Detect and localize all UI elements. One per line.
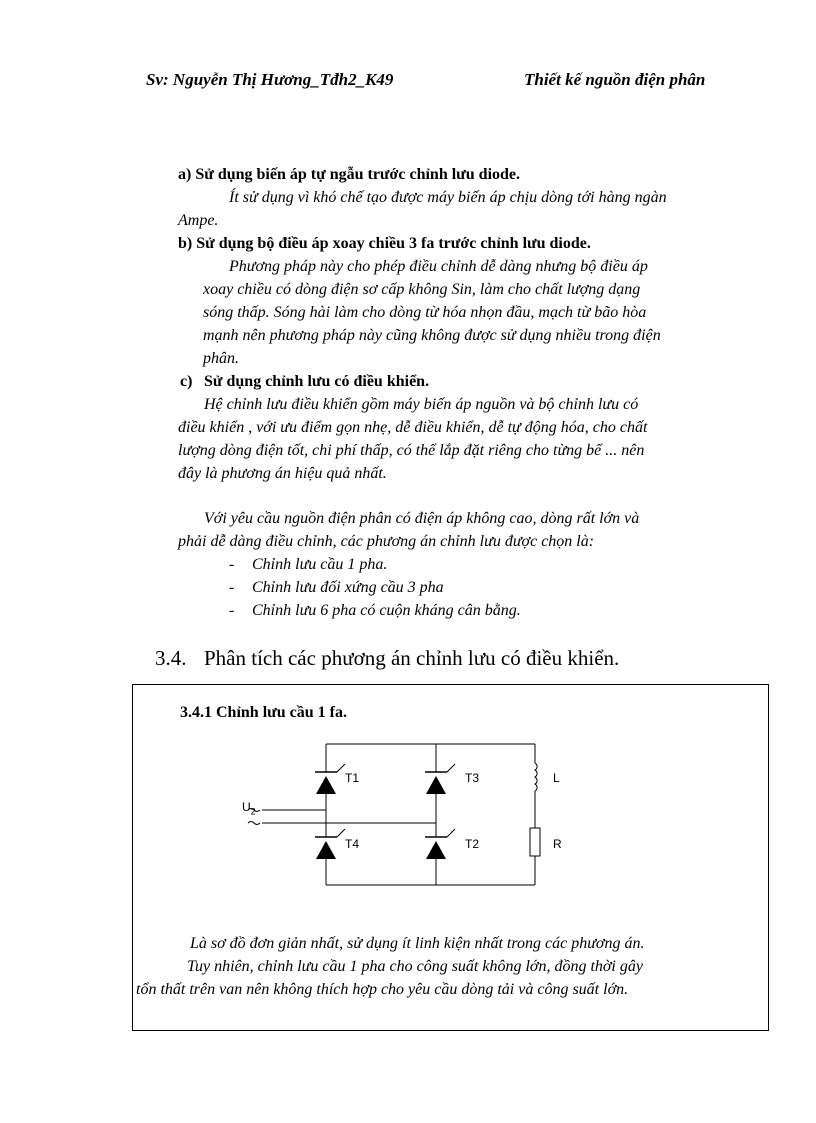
label-resistor: R [553, 837, 562, 851]
description-line: Tuy nhiên, chỉnh lưu cầu 1 pha cho công suất không lớn, đồng thời gây [187, 958, 643, 975]
item-b-line: phân. [203, 350, 239, 367]
header-author: Sv: Nguyễn Thị Hương_Tđh2_K49 [146, 70, 394, 89]
section-number: 3.4. [155, 646, 187, 670]
item-b-title: b) Sử dụng bộ điều áp xoay chiều 3 fa trước chỉnh lưu diode. [178, 235, 591, 252]
bullet-item: Chỉnh lưu đối xứng cầu 3 pha [252, 579, 444, 596]
label-t2: T2 [465, 837, 480, 851]
label-inductor: L [553, 771, 560, 785]
bullet-item: Chỉnh lưu cầu 1 pha. [252, 556, 388, 573]
item-b-line: Phương pháp này cho phép điều chỉnh dễ dàng nhưng bộ điều áp [229, 258, 648, 275]
label-t1: T1 [345, 771, 360, 785]
description-line: Là sơ đồ đơn giản nhất, sử dụng ít linh kiện nhất trong các phương án. [190, 935, 645, 952]
resistor-icon [530, 828, 540, 856]
item-c-label: c) [180, 373, 193, 390]
bullet-item: Chỉnh lưu 6 pha có cuộn kháng cân bằng. [252, 602, 521, 619]
item-b-line: mạnh nên phương pháp này cũng không được sử dụng nhiều trong điện [203, 327, 661, 344]
description-line: tổn thất trên van nên không thích hợp cho yêu cầu dòng tải và công suất lớn. [136, 981, 629, 998]
item-c-line: Hệ chỉnh lưu điều khiển gồm máy biến áp nguồn và bộ chỉnh lưu có [204, 396, 639, 413]
section-title: Phân tích các phương án chỉnh lưu có điều khiển. [204, 646, 620, 670]
thyristor-t2-icon [425, 829, 455, 859]
header-title: Thiết kế nguồn điện phân [524, 70, 706, 89]
item-c-line: điều khiển , với ưu điểm gọn nhẹ, dễ điều khiển, dễ tự động hóa, cho chất [178, 419, 648, 436]
thyristor-t4-icon [315, 829, 345, 859]
conclusion-line: Với yêu cầu nguồn điện phân có điện áp không cao, dòng rất lớn và [204, 510, 640, 527]
label-t4: T4 [345, 837, 360, 851]
item-c-line: đây là phương án hiệu quả nhất. [178, 465, 387, 482]
item-a-line: Ít sử dụng vì khó chế tạo được máy biến áp chịu dòng tới hàng ngàn [229, 189, 667, 206]
item-c-line: lượng dòng điện tốt, chi phí thấp, có thể lắp đặt riêng cho từng bể ... nên [178, 442, 645, 459]
source-label: $U_2$ [242, 800, 256, 817]
item-b-line: sóng thấp. Sóng hài làm cho dòng từ hóa nhọn đầu, mạch từ bão hòa [203, 304, 647, 321]
thyristor-t1-icon [315, 764, 345, 794]
item-a-line: Ampe. [178, 212, 219, 229]
inductor-icon [535, 763, 537, 791]
conclusion-line: phải dễ dàng điều chỉnh, các phương án chỉnh lưu được chọn là: [178, 533, 595, 550]
subsection-title: 3.4.1 Chỉnh lưu cầu 1 fa. [180, 704, 347, 721]
label-t3: T3 [465, 771, 480, 785]
bullet-dash: - [229, 579, 235, 596]
bullet-dash: - [229, 556, 235, 573]
bullet-dash: - [229, 602, 235, 619]
item-b-line: xoay chiều có dòng điện sơ cấp không Sin, làm cho chất lượng dạng [203, 281, 641, 298]
item-a-title: a) Sử dụng biến áp tự ngẫu trước chỉnh lưu diode. [178, 166, 521, 183]
thyristor-t3-icon [425, 764, 455, 794]
item-c-title: Sử dụng chỉnh lưu có điều khiển. [204, 373, 430, 390]
